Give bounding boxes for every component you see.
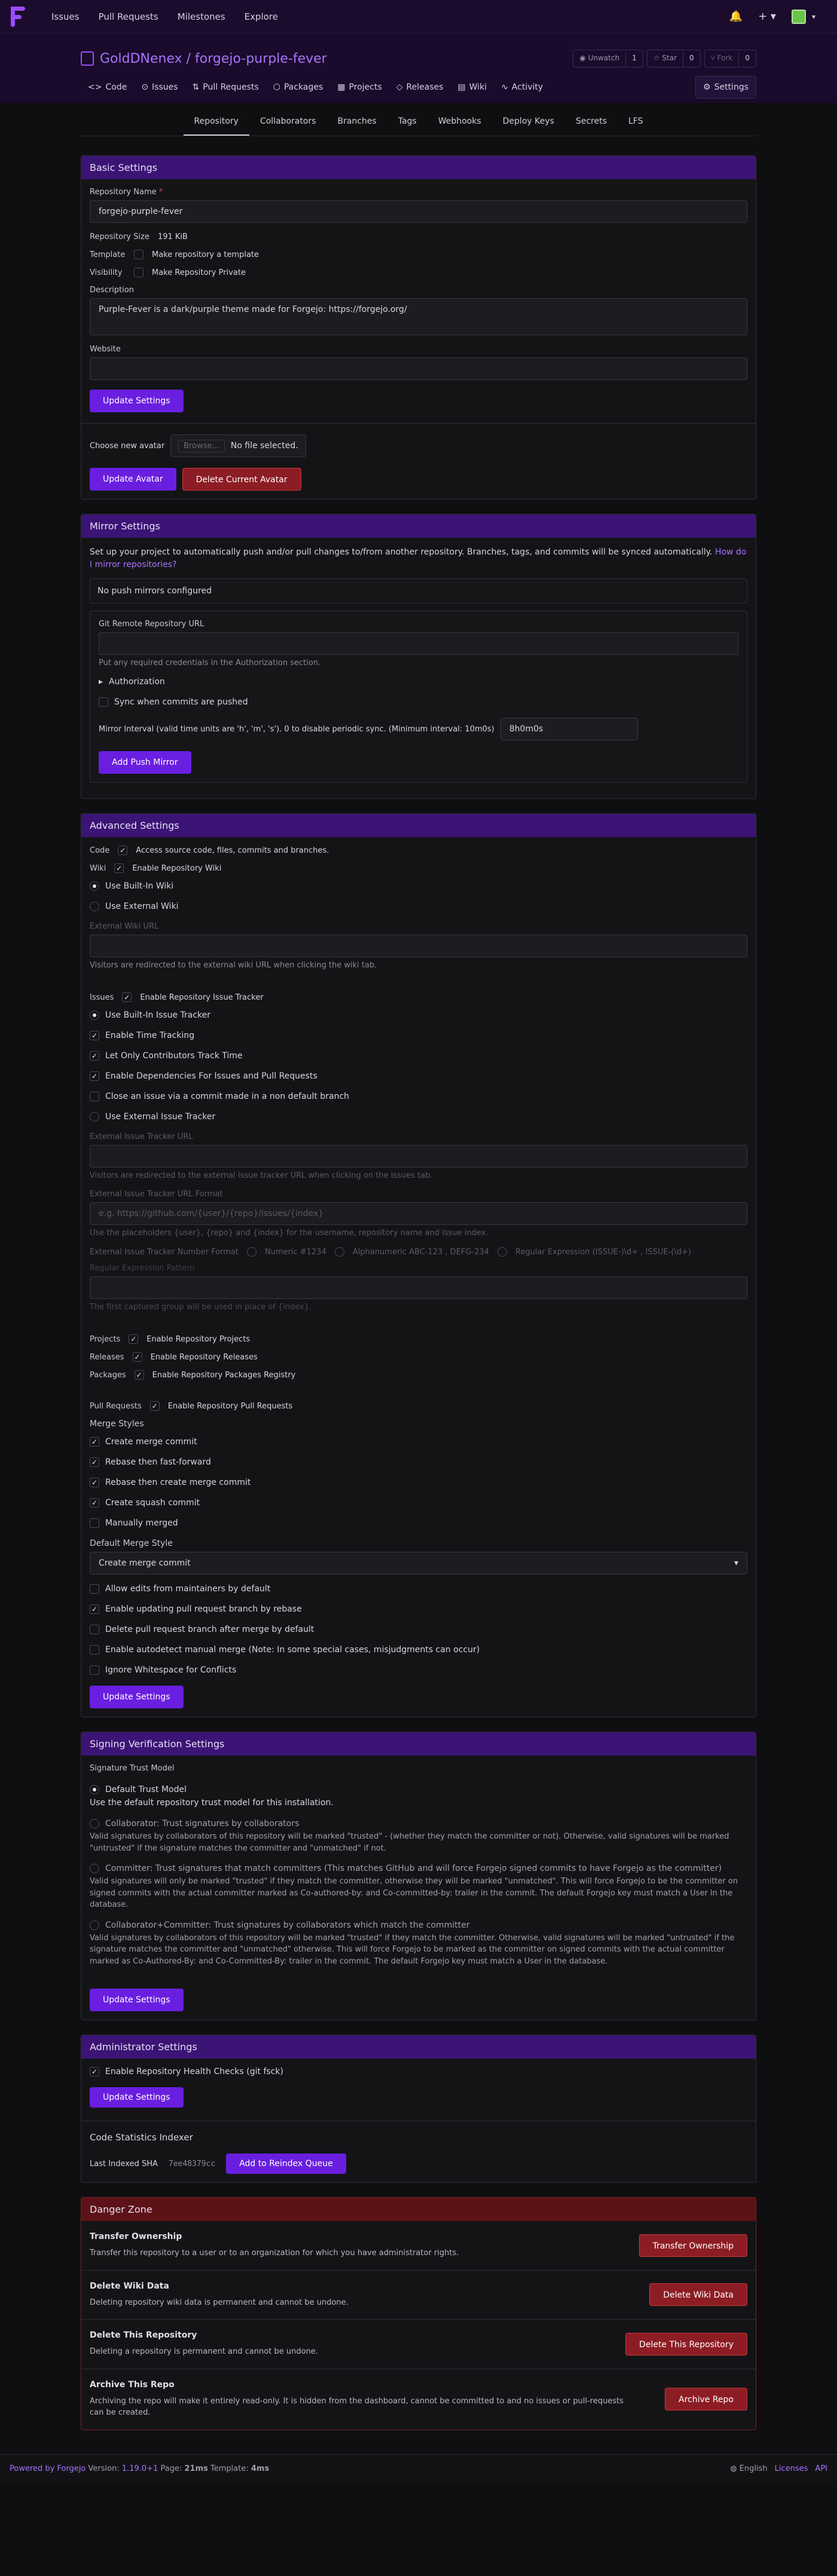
repo-owner-link[interactable]: GoldDNenex bbox=[100, 51, 182, 66]
repo-size-value: 191 KiB bbox=[157, 232, 188, 241]
danger-archive: Archive This Repo Archiving the repo will make it entirely read-only. It is hidden from the dashboard, cannot be committed to and no issues or pull-requests can be created. Archive Repo bbox=[81, 2369, 756, 2430]
repo-title: GoldDNenex / forgejo-purple-fever bbox=[100, 51, 327, 66]
section-title: Signing Verification Settings bbox=[81, 1732, 756, 1756]
format-regex-radio[interactable] bbox=[497, 1247, 507, 1257]
last-indexed-sha: 7ee48379cc bbox=[168, 2159, 216, 2168]
delete-avatar-button[interactable]: Delete Current Avatar bbox=[182, 468, 301, 491]
tab-pull-requests[interactable]: ⇅ Pull Requests bbox=[192, 82, 259, 92]
ignore-whitespace-checkbox[interactable] bbox=[90, 1665, 99, 1675]
gear-icon: ⚙ bbox=[703, 82, 711, 92]
builtin-wiki-radio[interactable] bbox=[90, 881, 99, 891]
chevron-down-icon: ▾ bbox=[811, 12, 815, 21]
issues-checkbox[interactable]: ✓ bbox=[122, 993, 132, 1002]
delete-repo-button[interactable]: Delete This Repository bbox=[625, 2333, 747, 2356]
api-link[interactable]: API bbox=[815, 2464, 827, 2473]
bell-icon[interactable]: 🔔 bbox=[729, 10, 743, 23]
advanced-settings-section: Advanced Settings Code ✓ Access source code, files, commits and branches. Wiki ✓ Enable Repository Wiki Use Built-In Wiki Use External Wiki External Wiki URL Visitors are redirected to the external wiki URL when clicking the wiki tab. Issues ✓ Enable Repository Issue Tracker Use Built-In Issue Tracker ✓ Enable Time Tracking ✓ Let Only Contributors Track Time ✓ Enable Dependencies For Issues and Pull Requests Close an issue via a commit made in a non default branch Use External Issue Tracker External Issue Tracker URL Visitors are redirected to the external issue tracker URL when clicking on the issues tab. External Issue Tracker URL Format e.g. https://github.com/{user}/{repo}/issues/{index} Use the placeholders {user}, {repo} and {index} for the username, repository name and issue index. External Issue Tracker Number Format Numeric #1234 Alphanumeric ABC-123 , DEFG-234 Regular Expression (ISSUE-)\d+ , ISSUE-(\d+) Regular Expression Pattern The first captured group will be used in place of {index}. Projects ✓ Enable Repository Projects Releases ✓ Enable Repository Releases Packages ✓ Enable Repository Packages Registry Pull Requests ✓ Enable Repository Pull Requests Merge Styles ✓ Create merge commit ✓ Rebase then fast-forward ✓ Rebase then create merge commit ✓ Create squash commit Manually merged Default Merge Style Create merge commit ▾ Allow edits from maintainers by default ✓ Enable updating pull request branch by rebase Delete pull request branch after merge by default Enable autodetect manual merge (Note: In some special cases, misjudgments can occur) Ignore Whitespace for Conflicts Update Settings bbox=[81, 813, 756, 1717]
subtab-repository[interactable]: Repository bbox=[184, 117, 249, 136]
pulls-checkbox[interactable]: ✓ bbox=[150, 1401, 160, 1411]
close-non-default-checkbox[interactable] bbox=[90, 1092, 99, 1101]
packages-checkbox[interactable]: ✓ bbox=[135, 1370, 144, 1380]
manual-merge-checkbox[interactable] bbox=[90, 1518, 99, 1528]
danger-transfer: Transfer Ownership Transfer this repository to a user or to an organization for which you have administrator rights. Transfer Ownership bbox=[81, 2221, 756, 2271]
rebase-merge-checkbox[interactable]: ✓ bbox=[90, 1478, 99, 1487]
external-wiki-radio[interactable] bbox=[90, 902, 99, 911]
rebase-update-checkbox[interactable]: ✓ bbox=[90, 1604, 99, 1614]
squash-checkbox[interactable]: ✓ bbox=[90, 1498, 99, 1508]
time-tracking-checkbox[interactable]: ✓ bbox=[90, 1031, 99, 1040]
merge-commit-checkbox[interactable]: ✓ bbox=[90, 1437, 99, 1447]
description-textarea[interactable]: Purple-Fever is a dark/purple theme made for Forgejo: https://forgejo.org/ bbox=[90, 298, 747, 335]
globe-icon: ◍ bbox=[730, 2464, 737, 2473]
pulse-icon: ∿ bbox=[501, 82, 508, 92]
danger-delete-wiki: Delete Wiki Data Deleting repository wiki data is permanent and cannot be undone. Delete Wiki Data bbox=[81, 2271, 756, 2320]
push-mirror-form: Git Remote Repository URL Put any required credentials in the Authorization section. ▸ Authorization Sync when commits are pushed Mirror Interval (valid time units are 'h', 'm', 's'). 0 to disable periodic sync. (Minimum interval: 10m0s) 8h0m0s Add Push Mirror bbox=[90, 611, 747, 783]
how-mirror-link[interactable]: How do I mirror repositories? bbox=[90, 547, 747, 569]
wiki-checkbox[interactable]: ✓ bbox=[114, 863, 124, 873]
trust-model-committer[interactable]: Committer: Trust signatures that match committers (This matches GitHub and will force Forgejo signed commits to have Forgejo as the committer) Valid signatures will only be marked "trusted" if they match the committer, otherwise they will be marked "unmatched". This will force Forgejo to be the committer on signed commits with the actual committer marked as Co-authored-by: and Co-committed-by: trailer in the commit. The default Forgejo key must match a User in the database. bbox=[90, 1864, 738, 1909]
external-wiki-url-input[interactable] bbox=[90, 935, 747, 957]
delete-branch-checkbox[interactable] bbox=[90, 1625, 99, 1634]
subtab-branches[interactable]: Branches bbox=[337, 117, 377, 126]
user-menu[interactable] bbox=[792, 10, 815, 24]
builtin-issue-radio[interactable] bbox=[90, 1010, 99, 1020]
update-settings-button[interactable]: Update Settings bbox=[90, 1686, 184, 1708]
pull-request-icon: ⇅ bbox=[192, 82, 200, 92]
archive-repo-button[interactable]: Archive Repo bbox=[665, 2388, 747, 2410]
tab-packages[interactable]: ⬡ Packages bbox=[273, 82, 323, 92]
projects-checkbox[interactable]: ✓ bbox=[129, 1334, 138, 1344]
basic-settings-section: Basic Settings Repository Name * forgejo-purple-fever Repository Size 191 KiB Template Make repository a template Visibility Make Repository Private Description Purple-Fever is a dark/purple theme made for Forgejo: https://forgejo.org/ Website Update Settings Choose new avatar Browse... No file selected. Update Avatar Delete Current Avatar bbox=[81, 155, 756, 500]
rebase-ff-checkbox[interactable]: ✓ bbox=[90, 1457, 99, 1467]
transfer-ownership-button[interactable]: Transfer Ownership bbox=[639, 2234, 747, 2257]
autodetect-merge-checkbox[interactable] bbox=[90, 1645, 99, 1655]
avatar bbox=[792, 10, 806, 24]
contrib-track-checkbox[interactable]: ✓ bbox=[90, 1051, 99, 1061]
admin-settings-section: Administrator Settings ✓ Enable Repository Health Checks (git fsck) Update Settings Code Statistics Indexer Last Indexed SHA 7ee48379cc Add to Reindex Queue bbox=[81, 2035, 756, 2183]
section-title: Administrator Settings bbox=[81, 2035, 756, 2059]
tab-activity[interactable]: ∿ Activity bbox=[501, 82, 543, 92]
section-title: Mirror Settings bbox=[81, 514, 756, 538]
reindex-button[interactable]: Add to Reindex Queue bbox=[226, 2154, 346, 2174]
add-push-mirror-button[interactable]: Add Push Mirror bbox=[99, 751, 191, 774]
git-remote-url-input[interactable] bbox=[99, 632, 738, 655]
allow-edits-checkbox[interactable] bbox=[90, 1584, 99, 1594]
trust-model-collab-committer[interactable]: Collaborator+Committer: Trust signatures by collaborators which match the committer Valid signatures by collaborators of this repository will be marked "trusted" if they match the committer. Otherwise, valid signatures will be marked "untrusted" if the signature matches the committer and "unmatched" otherwise. This will force Forgejo to be marked as the committer on signed commits with the actual committer marked as Co-Authored-By: and Co-Committed-By: trailer in the commit. The default Forgejo key must match a User in the database. bbox=[90, 1920, 735, 1966]
update-settings-button[interactable]: Update Settings bbox=[90, 2087, 184, 2108]
star-icon: ☆ Star bbox=[653, 54, 677, 62]
nav-issues[interactable]: Issues bbox=[51, 11, 80, 22]
tab-code[interactable]: <> Code bbox=[88, 82, 127, 92]
dependencies-checkbox[interactable]: ✓ bbox=[90, 1071, 99, 1081]
powered-by-link[interactable]: Powered by Forgejo bbox=[10, 2464, 86, 2473]
project-icon: ▦ bbox=[337, 82, 346, 92]
code-checkbox[interactable]: ✓ bbox=[118, 846, 127, 855]
update-settings-button[interactable]: Update Settings bbox=[90, 390, 184, 412]
signing-settings-section: Signing Verification Settings Signature Trust Model Default Trust Model Use the default repository trust model for this installation. Collaborator: Trust signatures by collaborators Valid signatures by collaborators of this repository will be marked "trusted" - (whether they match the committer or not). Otherwise, valid signatures will be marked "untrusted" if the signature matches the committer and "unmatched" if not. Committer: Trust signatures that match committers (This matches GitHub and will force Forgejo signed commits to have Forgejo as the committer) Valid signatures will only be marked "trusted" if they match the committer, otherwise they will be marked "unmatched". This will force Forgejo to be the committer on signed commits with the actual committer marked as Co-authored-by: and Co-committed-by: trailer in the commit. The default Forgejo key must match a User in the database. Collaborator+Committer: Trust signatures by collaborators which match the committer Valid signatures by collaborators of this repository will be marked "trusted" if they match the committer. Otherwise, valid signatures will be marked "untrusted" if the signature matches the committer and "unmatched" otherwise. This will force Forgejo to be marked as the committer on signed commits with the actual committer marked as Co-Authored-By: and Co-Committed-By: trailer in the commit. The default Forgejo key must match a User in the database. Update Settings bbox=[81, 1732, 756, 2020]
tab-projects[interactable]: ▦ Projects bbox=[337, 82, 382, 92]
section-title: Advanced Settings bbox=[81, 814, 756, 837]
fork-button[interactable]: ⑂ Fork 0 bbox=[704, 50, 756, 68]
danger-zone-section bbox=[81, 2197, 756, 2430]
update-settings-button[interactable]: Update Settings bbox=[90, 1989, 184, 2011]
create-new-menu[interactable]: + ▾ bbox=[758, 10, 776, 23]
version-link[interactable]: 1.19.0+1 bbox=[121, 2464, 158, 2473]
format-numeric-radio[interactable] bbox=[247, 1247, 256, 1257]
fork-icon: ⑂ Fork bbox=[710, 54, 733, 62]
settings-subnav bbox=[81, 103, 756, 136]
tab-releases[interactable]: ◇ Releases bbox=[396, 82, 444, 92]
tag-icon: ◇ bbox=[396, 82, 403, 92]
language-selector[interactable]: ◍ English bbox=[730, 2464, 768, 2473]
forgejo-logo-icon[interactable] bbox=[10, 7, 26, 27]
trust-model-default[interactable]: Default Trust Model Use the default repository trust model for this installation. bbox=[90, 1785, 334, 1808]
unwatch-button[interactable]: ◉ Unwatch 1 bbox=[573, 50, 643, 68]
section-title: Danger Zone bbox=[81, 2198, 756, 2221]
subtab-tags[interactable]: Tags bbox=[398, 117, 417, 126]
chevron-down-icon: ▾ bbox=[734, 1558, 738, 1568]
code-icon: <> bbox=[88, 82, 102, 92]
subtab-secrets[interactable]: Secrets bbox=[575, 117, 607, 126]
footer: Powered by Forgejo Version: 1.19.0+1 Page: 21ms Template: 4ms ◍ English Licenses API bbox=[0, 2454, 837, 2483]
mirror-interval-input[interactable]: 8h0m0s bbox=[500, 718, 638, 740]
trust-model-collaborator[interactable]: Collaborator: Trust signatures by collaborators Valid signatures by collaborators of this repository will be marked "trusted" - (whether they match the committer or not). Otherwise, valid signatures will be marked "untrusted" if the signature matches the committer and "unmatched" if not. bbox=[90, 1819, 729, 1853]
indexer-title: Code Statistics Indexer bbox=[90, 2132, 193, 2143]
health-check-checkbox[interactable]: ✓ bbox=[90, 2067, 99, 2076]
private-checkbox[interactable] bbox=[134, 268, 143, 277]
mirror-settings-section: Mirror Settings Set up your project to automatically push and/or pull changes to/from another repository. Branches, tags, and commits will be synced automatically. How do I mirror repositories? No push mirrors configured Git Remote Repository URL Put any required credentials in the Authorization section. ▸ Authorization Sync when commits are pushed Mirror Interval (valid time units are 'h', 'm', 's'). 0 to disable periodic sync. (Minimum interval: 10m0s) 8h0m0s Add Push Mirror bbox=[81, 514, 756, 799]
format-alphanumeric-radio[interactable] bbox=[335, 1247, 344, 1257]
push-mirror-list: No push mirrors configured bbox=[90, 578, 747, 604]
subtab-lfs[interactable]: LFS bbox=[628, 117, 643, 126]
template-checkbox[interactable] bbox=[134, 250, 143, 259]
sync-commits-checkbox[interactable] bbox=[99, 697, 108, 707]
top-navbar bbox=[0, 0, 837, 33]
avatar-file-input[interactable]: Browse... No file selected. bbox=[170, 434, 306, 457]
section-title: Basic Settings bbox=[81, 156, 756, 179]
subtab-webhooks[interactable]: Webhooks bbox=[438, 117, 481, 126]
external-issue-format-input[interactable]: e.g. https://github.com/{user}/{repo}/issues/{index} bbox=[90, 1202, 747, 1225]
caret-right-icon: ▸ bbox=[99, 677, 103, 687]
update-avatar-button[interactable]: Update Avatar bbox=[90, 468, 176, 491]
repo-name-input[interactable]: forgejo-purple-fever bbox=[90, 200, 747, 223]
tab-wiki[interactable]: ▤ Wiki bbox=[457, 82, 487, 92]
package-icon: ⬡ bbox=[273, 82, 280, 92]
subtab-collaborators[interactable]: Collaborators bbox=[259, 117, 316, 126]
nav-milestones[interactable]: Milestones bbox=[177, 11, 225, 22]
tab-settings[interactable]: ⚙ Settings bbox=[695, 76, 756, 99]
nav-pull-requests[interactable]: Pull Requests bbox=[98, 11, 158, 22]
licenses-link[interactable]: Licenses bbox=[774, 2464, 808, 2473]
eye-icon: ◉ Unwatch bbox=[579, 54, 620, 62]
releases-checkbox[interactable]: ✓ bbox=[133, 1352, 142, 1362]
repo-header bbox=[0, 33, 837, 103]
authorization-toggle[interactable]: ▸ Authorization bbox=[99, 677, 165, 687]
regex-pattern-input[interactable] bbox=[90, 1276, 747, 1299]
website-input[interactable] bbox=[90, 357, 747, 380]
repo-name-link[interactable]: forgejo-purple-fever bbox=[195, 51, 327, 66]
external-issue-radio[interactable] bbox=[90, 1112, 99, 1122]
issue-icon: ⊙ bbox=[141, 82, 149, 92]
nav-explore[interactable]: Explore bbox=[244, 11, 278, 22]
default-merge-style-select[interactable]: Create merge commit ▾ bbox=[90, 1552, 747, 1575]
delete-wiki-button[interactable]: Delete Wiki Data bbox=[649, 2283, 747, 2306]
tab-issues[interactable]: ⊙ Issues bbox=[141, 82, 178, 92]
subtab-deploy-keys[interactable]: Deploy Keys bbox=[502, 117, 554, 126]
repo-icon bbox=[81, 51, 94, 66]
book-icon: ▤ bbox=[457, 82, 466, 92]
danger-delete-repo: Delete This Repository Deleting a repository is permanent and cannot be undone. Delete This Repository bbox=[81, 2320, 756, 2369]
star-button[interactable]: ☆ Star 0 bbox=[647, 50, 701, 68]
external-issue-url-input[interactable] bbox=[90, 1145, 747, 1168]
